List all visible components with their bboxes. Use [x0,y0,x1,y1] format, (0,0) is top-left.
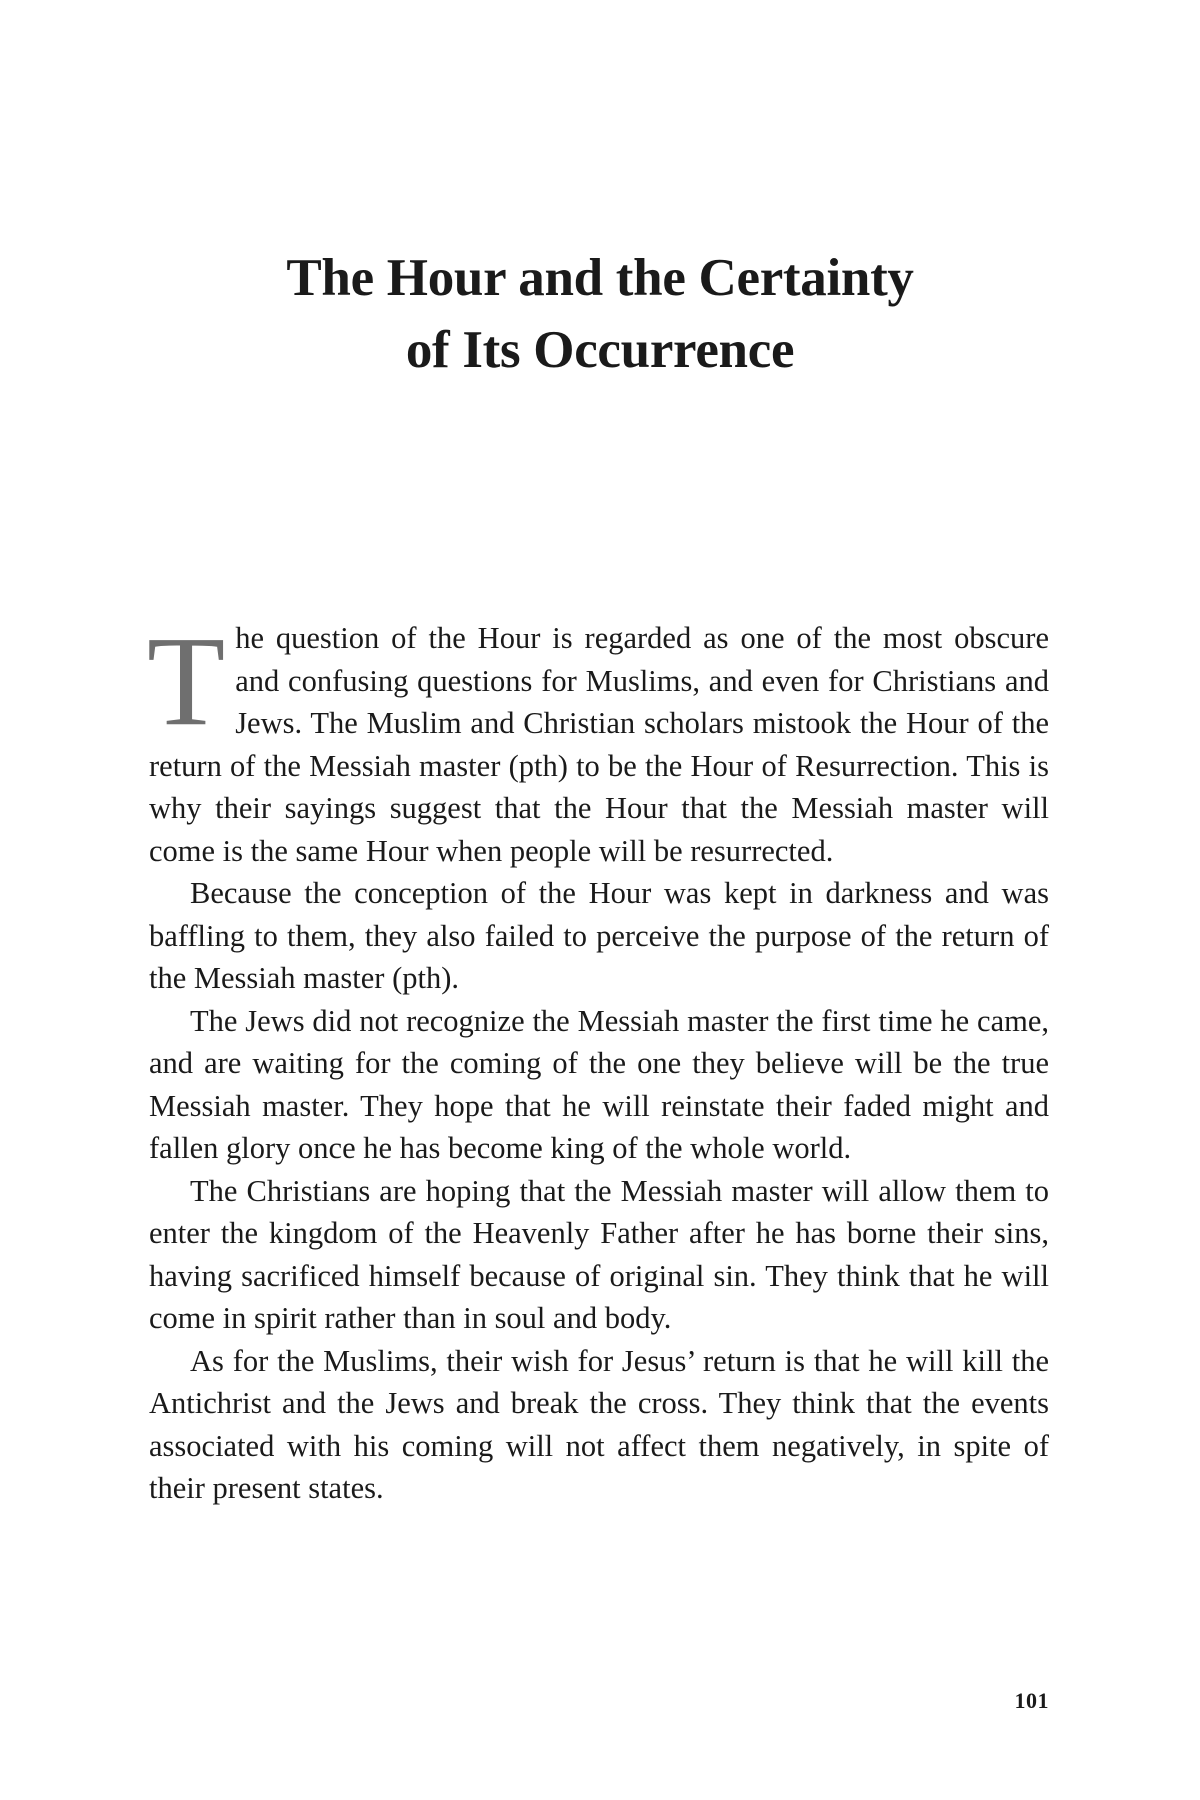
chapter-title [150,242,1050,386]
body-text [147,610,1049,1510]
chapter-title-line-1: The Hour and the Certainty [286,249,914,307]
paragraph-4: The Christians are hoping that the Messiah master will allow them to enter the kingdom of the Heavenly Father after he has borne their sins, having sacrificed himself because of original sin. They think that he will come in spirit rather than in soul and body. [149,1173,1049,1335]
paragraph-5: As for the Muslims, their wish for Jesus’ return is that he will kill the Antichrist and the Jews and break the cross. They think that the events associated with his coming will not affect them negatively, in spite of their present states. [149,1343,1049,1505]
paragraph-2: Because the conception of the Hour was kept in darkness and was baffling to them, they also failed to perceive the purpose of the return of the Messiah master (pth). [149,876,1049,995]
chapter-title-line-2: of Its Occurrence [405,321,795,379]
paragraph-3: The Jews did not recognize the Messiah master the first time he came, and are waiting for the coming of the one they believe will be the true Messiah master. They hope that he will reinstate their faded might and fallen glory once he has become king of the whole world. [149,1003,1049,1165]
paragraph-1-text: he question of the Hour is regarded as one of the most obscure and confusing questions for Muslims, and even for Christians and Jews. The Muslim and Christian scholars mistook the Hour of the return of the Messiah master (pth) to be the Hour of Resurrection. This is why their sayings suggest that the Hour that the Messiah master will come is the same Hour when people will be resurrected. [149,621,1049,868]
paragraph-1 [147,610,1049,872]
page-number: 101 [1014,1688,1049,1713]
drop-cap: T [147,610,226,752]
